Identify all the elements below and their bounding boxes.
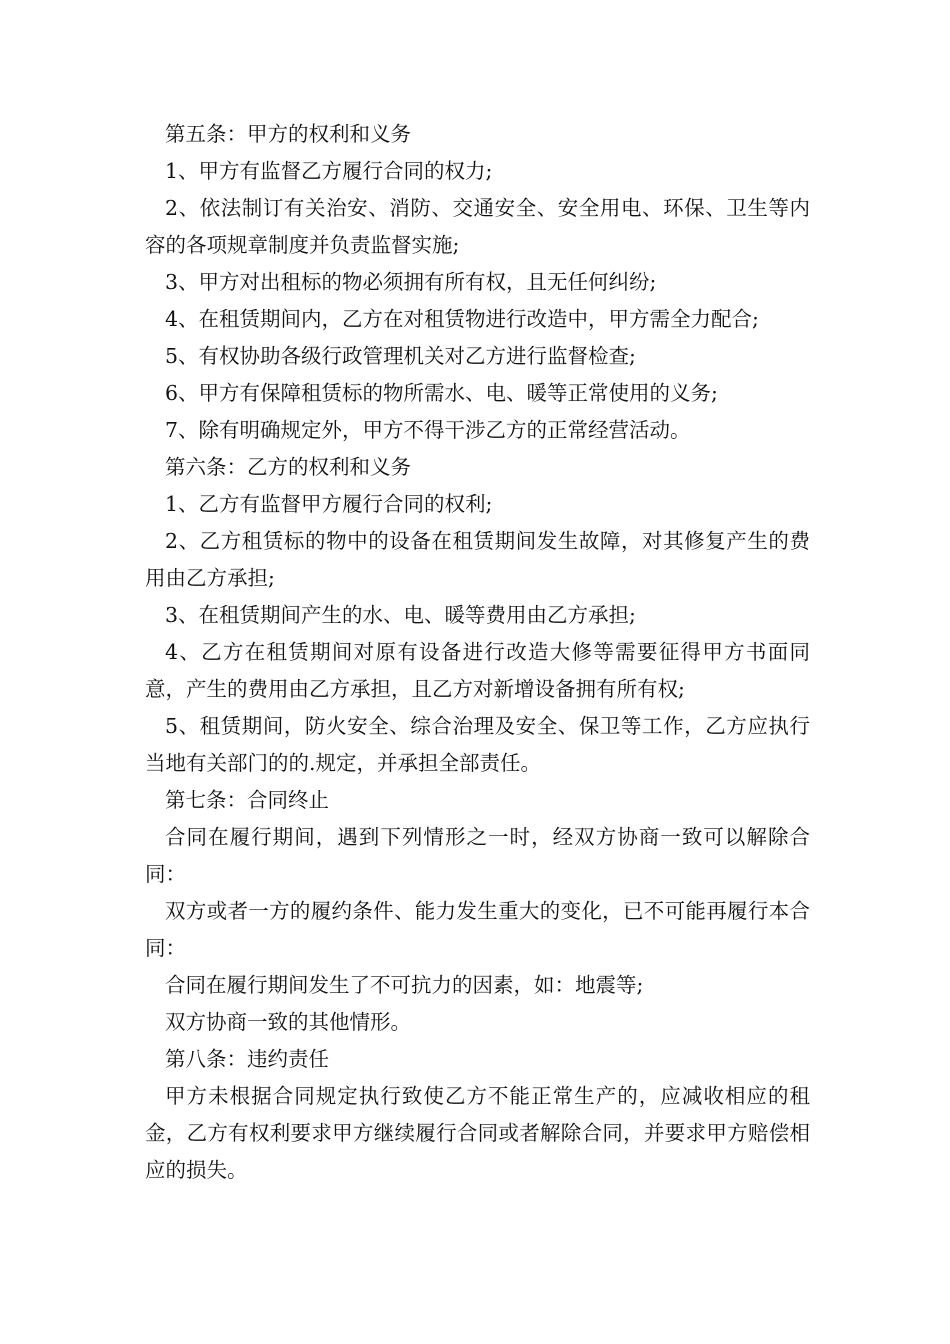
article-6-heading: 第六条：乙方的权利和义务 bbox=[165, 455, 411, 479]
article-7-case-2: 合同在履行期间发生了不可抗力的因素，如：地震等; bbox=[165, 973, 644, 997]
article-8-heading: 第八条：违约责任 bbox=[165, 1047, 329, 1071]
article-6-item-5: 5、租赁期间，防火安全、综合治理及安全、保卫等工作，乙方应执行当地有关部门的的.规定，并承担全部责任。 bbox=[145, 714, 810, 775]
document-body bbox=[145, 116, 810, 1189]
article-5-item-3: 3、甲方对出租标的物必须拥有所有权，且无任何纠纷; bbox=[165, 270, 657, 294]
article-5-item-1: 1、甲方有监督乙方履行合同的权力; bbox=[165, 159, 493, 183]
article-5-item-6: 6、甲方有保障租赁标的物所需水、电、暖等正常使用的义务; bbox=[165, 381, 718, 405]
article-5-item-4: 4、在租赁期间内，乙方在对租赁物进行改造中，甲方需全力配合; bbox=[165, 307, 759, 331]
article-7-case-1: 双方或者一方的履约条件、能力发生重大的变化，已不可能再履行本合同： bbox=[145, 899, 810, 960]
article-6-item-1: 1、乙方有监督甲方履行合同的权利; bbox=[165, 492, 493, 516]
article-5-item-2: 2、依法制订有关治安、消防、交通安全、安全用电、环保、卫生等内容的各项规章制度并负责监督实施; bbox=[145, 196, 810, 257]
article-7-case-3: 双方协商一致的其他情形。 bbox=[165, 1010, 411, 1034]
article-7-intro: 合同在履行期间，遇到下列情形之一时，经双方协商一致可以解除合同： bbox=[145, 825, 810, 886]
article-6-item-3: 3、在租赁期间产生的水、电、暖等费用由乙方承担; bbox=[165, 603, 636, 627]
article-7-heading: 第七条：合同终止 bbox=[165, 788, 329, 812]
article-6-item-2: 2、乙方租赁标的物中的设备在租赁期间发生故障，对其修复产生的费用由乙方承担; bbox=[145, 529, 810, 590]
article-5-heading: 第五条：甲方的权利和义务 bbox=[165, 122, 411, 146]
article-6-item-4: 4、乙方在租赁期间对原有设备进行改造大修等需要征得甲方书面同意，产生的费用由乙方承担，且乙方对新增设备拥有所有权; bbox=[145, 640, 810, 701]
article-8-body: 甲方未根据合同规定执行致使乙方不能正常生产的，应减收相应的租金，乙方有权利要求甲方继续履行合同或者解除合同，并要求甲方赔偿相应的损失。 bbox=[145, 1084, 810, 1182]
article-5-item-7: 7、除有明确规定外，甲方不得干涉乙方的正常经营活动。 bbox=[165, 418, 691, 442]
article-5-item-5: 5、有权协助各级行政管理机关对乙方进行监督检查; bbox=[165, 344, 636, 368]
